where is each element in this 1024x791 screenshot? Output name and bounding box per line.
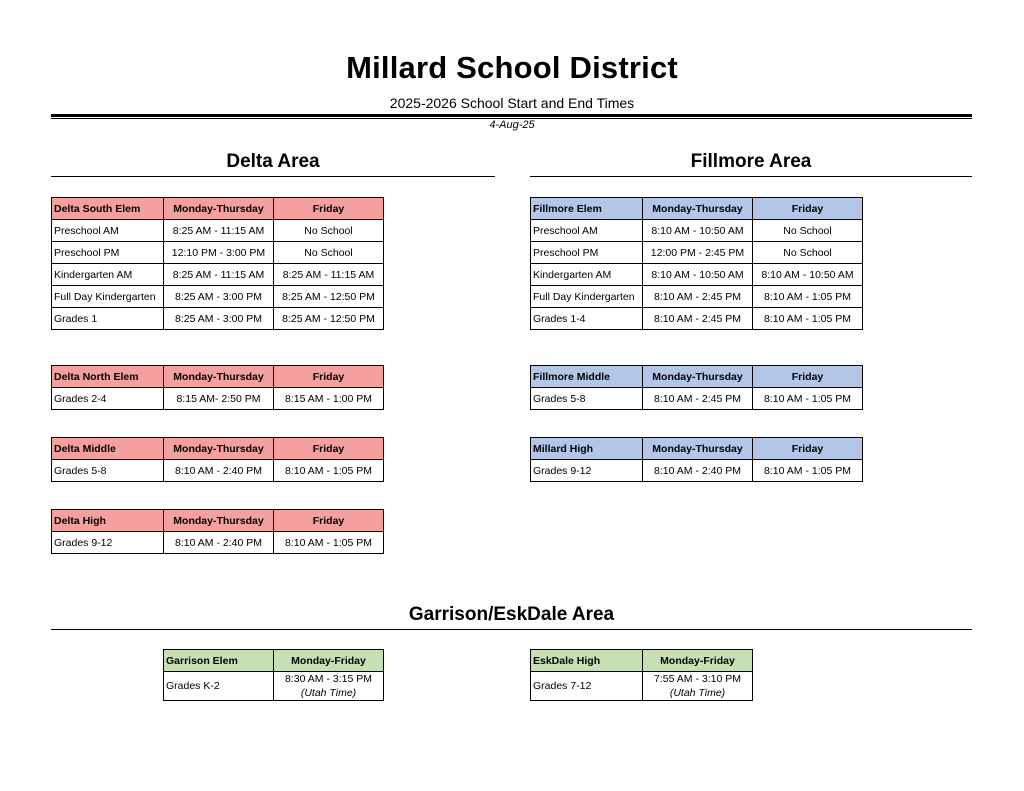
- friday-cell: 8:10 AM - 1:05 PM: [753, 308, 863, 330]
- mon-fri-cell: [274, 672, 384, 701]
- delta-area-title: Delta Area: [226, 151, 320, 172]
- table-row: [52, 242, 384, 264]
- mon-thu-cell: 8:10 AM - 2:45 PM: [643, 388, 753, 410]
- column-header-friday: Friday: [274, 510, 384, 532]
- table-row: [52, 220, 384, 242]
- friday-cell: 8:10 AM - 1:05 PM: [274, 460, 384, 482]
- header-divider: [51, 114, 972, 117]
- mon-fri-cell: [643, 672, 753, 701]
- grade-cell: Grades 5-8: [52, 460, 164, 482]
- grade-cell: Grades 1: [52, 308, 164, 330]
- column-header-mon-thu: Monday-Thursday: [643, 198, 753, 220]
- mon-thu-cell: 8:10 AM - 2:40 PM: [643, 460, 753, 482]
- column-header-mon-thu: Monday-Thursday: [643, 366, 753, 388]
- friday-cell: 8:25 AM - 11:15 AM: [274, 264, 384, 286]
- time-range: 7:55 AM - 3:10 PM: [654, 673, 741, 685]
- grade-cell: Full Day Kindergarten: [531, 286, 643, 308]
- grade-cell: Grades 2-4: [52, 388, 164, 410]
- grade-cell: Grades 1-4: [531, 308, 643, 330]
- delta-area-divider: [51, 176, 495, 177]
- school-name: Fillmore Elem: [531, 198, 643, 220]
- delta-middle-table: [51, 437, 384, 482]
- school-name: Millard High: [531, 438, 643, 460]
- table-row: [531, 242, 863, 264]
- grade-cell: Grades K-2: [164, 672, 274, 701]
- column-header-mon-thu: Monday-Thursday: [164, 198, 274, 220]
- table-row: [52, 308, 384, 330]
- friday-cell: No School: [274, 242, 384, 264]
- friday-cell: 8:10 AM - 1:05 PM: [753, 286, 863, 308]
- page-subtitle: 2025-2026 School Start and End Times: [389, 95, 635, 111]
- table-row: [52, 460, 384, 482]
- grade-cell: Grades 7-12: [531, 672, 643, 701]
- mon-thu-cell: 8:10 AM - 2:45 PM: [643, 286, 753, 308]
- table-row: [531, 460, 863, 482]
- page-title: Millard School District: [346, 50, 678, 85]
- table-row: [52, 286, 384, 308]
- column-header-mon-thu: Monday-Thursday: [164, 366, 274, 388]
- friday-cell: 8:25 AM - 12:50 PM: [274, 286, 384, 308]
- mon-thu-cell: 8:10 AM - 2:45 PM: [643, 308, 753, 330]
- millard-high-table: [530, 437, 863, 482]
- column-header-mon-fri: Monday-Friday: [643, 650, 753, 672]
- grade-cell: Preschool AM: [531, 220, 643, 242]
- grade-cell: Preschool AM: [52, 220, 164, 242]
- garrison-area-title: Garrison/EskDale Area: [408, 604, 615, 625]
- friday-cell: 8:15 AM - 1:00 PM: [274, 388, 384, 410]
- mon-thu-cell: 8:25 AM - 11:15 AM: [164, 264, 274, 286]
- column-header-friday: Friday: [274, 438, 384, 460]
- column-header-mon-thu: Monday-Thursday: [643, 438, 753, 460]
- mon-thu-cell: 12:00 PM - 2:45 PM: [643, 242, 753, 264]
- school-name: Delta North Elem: [52, 366, 164, 388]
- mon-thu-cell: 8:10 AM - 10:50 AM: [643, 220, 753, 242]
- time-zone-note: (Utah Time): [300, 687, 357, 699]
- fillmore-area-divider: [530, 176, 972, 177]
- friday-cell: 8:10 AM - 1:05 PM: [753, 388, 863, 410]
- mon-thu-cell: 8:15 AM- 2:50 PM: [164, 388, 274, 410]
- fillmore-area-title: Fillmore Area: [690, 151, 812, 172]
- mon-thu-cell: 8:10 AM - 10:50 AM: [643, 264, 753, 286]
- time-zone-note: (Utah Time): [669, 687, 726, 699]
- grade-cell: Grades 9-12: [52, 532, 164, 554]
- school-name: Delta South Elem: [52, 198, 164, 220]
- friday-cell: 8:10 AM - 1:05 PM: [753, 460, 863, 482]
- mon-thu-cell: 8:25 AM - 3:00 PM: [164, 308, 274, 330]
- table-row: [164, 672, 384, 701]
- table-row: [531, 220, 863, 242]
- garrison-elem-table: [163, 649, 384, 701]
- delta-high-table: [51, 509, 384, 554]
- mon-thu-cell: 8:10 AM - 2:40 PM: [164, 460, 274, 482]
- mon-thu-cell: 8:10 AM - 2:40 PM: [164, 532, 274, 554]
- grade-cell: Preschool PM: [531, 242, 643, 264]
- table-row: [531, 286, 863, 308]
- column-header-friday: Friday: [274, 366, 384, 388]
- fillmore-elem-table: [530, 197, 863, 330]
- grade-cell: Grades 5-8: [531, 388, 643, 410]
- friday-cell: No School: [274, 220, 384, 242]
- delta-south-elem-table: [51, 197, 384, 330]
- grade-cell: Kindergarten AM: [52, 264, 164, 286]
- grade-cell: Kindergarten AM: [531, 264, 643, 286]
- table-row: [52, 388, 384, 410]
- grade-cell: Grades 9-12: [531, 460, 643, 482]
- mon-thu-cell: 8:25 AM - 3:00 PM: [164, 286, 274, 308]
- column-header-friday: Friday: [753, 438, 863, 460]
- friday-cell: 8:10 AM - 10:50 AM: [753, 264, 863, 286]
- mon-thu-cell: 12:10 PM - 3:00 PM: [164, 242, 274, 264]
- table-row: [531, 388, 863, 410]
- friday-cell: No School: [753, 220, 863, 242]
- delta-north-elem-table: [51, 365, 384, 410]
- column-header-mon-thu: Monday-Thursday: [164, 438, 274, 460]
- fillmore-middle-table: [530, 365, 863, 410]
- table-row: [52, 532, 384, 554]
- school-name: Delta Middle: [52, 438, 164, 460]
- table-row: [531, 672, 753, 701]
- column-header-friday: Friday: [753, 198, 863, 220]
- friday-cell: 8:25 AM - 12:50 PM: [274, 308, 384, 330]
- column-header-mon-thu: Monday-Thursday: [164, 510, 274, 532]
- column-header-friday: Friday: [753, 366, 863, 388]
- friday-cell: No School: [753, 242, 863, 264]
- table-row: [531, 308, 863, 330]
- table-row: [52, 264, 384, 286]
- mon-thu-cell: 8:25 AM - 11:15 AM: [164, 220, 274, 242]
- eskdale-high-table: [530, 649, 753, 701]
- document-date: 4-Aug-25: [489, 119, 535, 131]
- grade-cell: Full Day Kindergarten: [52, 286, 164, 308]
- garrison-area-divider: [51, 629, 972, 630]
- column-header-mon-fri: Monday-Friday: [274, 650, 384, 672]
- school-name: Garrison Elem: [164, 650, 274, 672]
- school-name: Fillmore Middle: [531, 366, 643, 388]
- time-range: 8:30 AM - 3:15 PM: [285, 673, 372, 685]
- school-name: EskDale High: [531, 650, 643, 672]
- friday-cell: 8:10 AM - 1:05 PM: [274, 532, 384, 554]
- table-row: [531, 264, 863, 286]
- column-header-friday: Friday: [274, 198, 384, 220]
- grade-cell: Preschool PM: [52, 242, 164, 264]
- school-name: Delta High: [52, 510, 164, 532]
